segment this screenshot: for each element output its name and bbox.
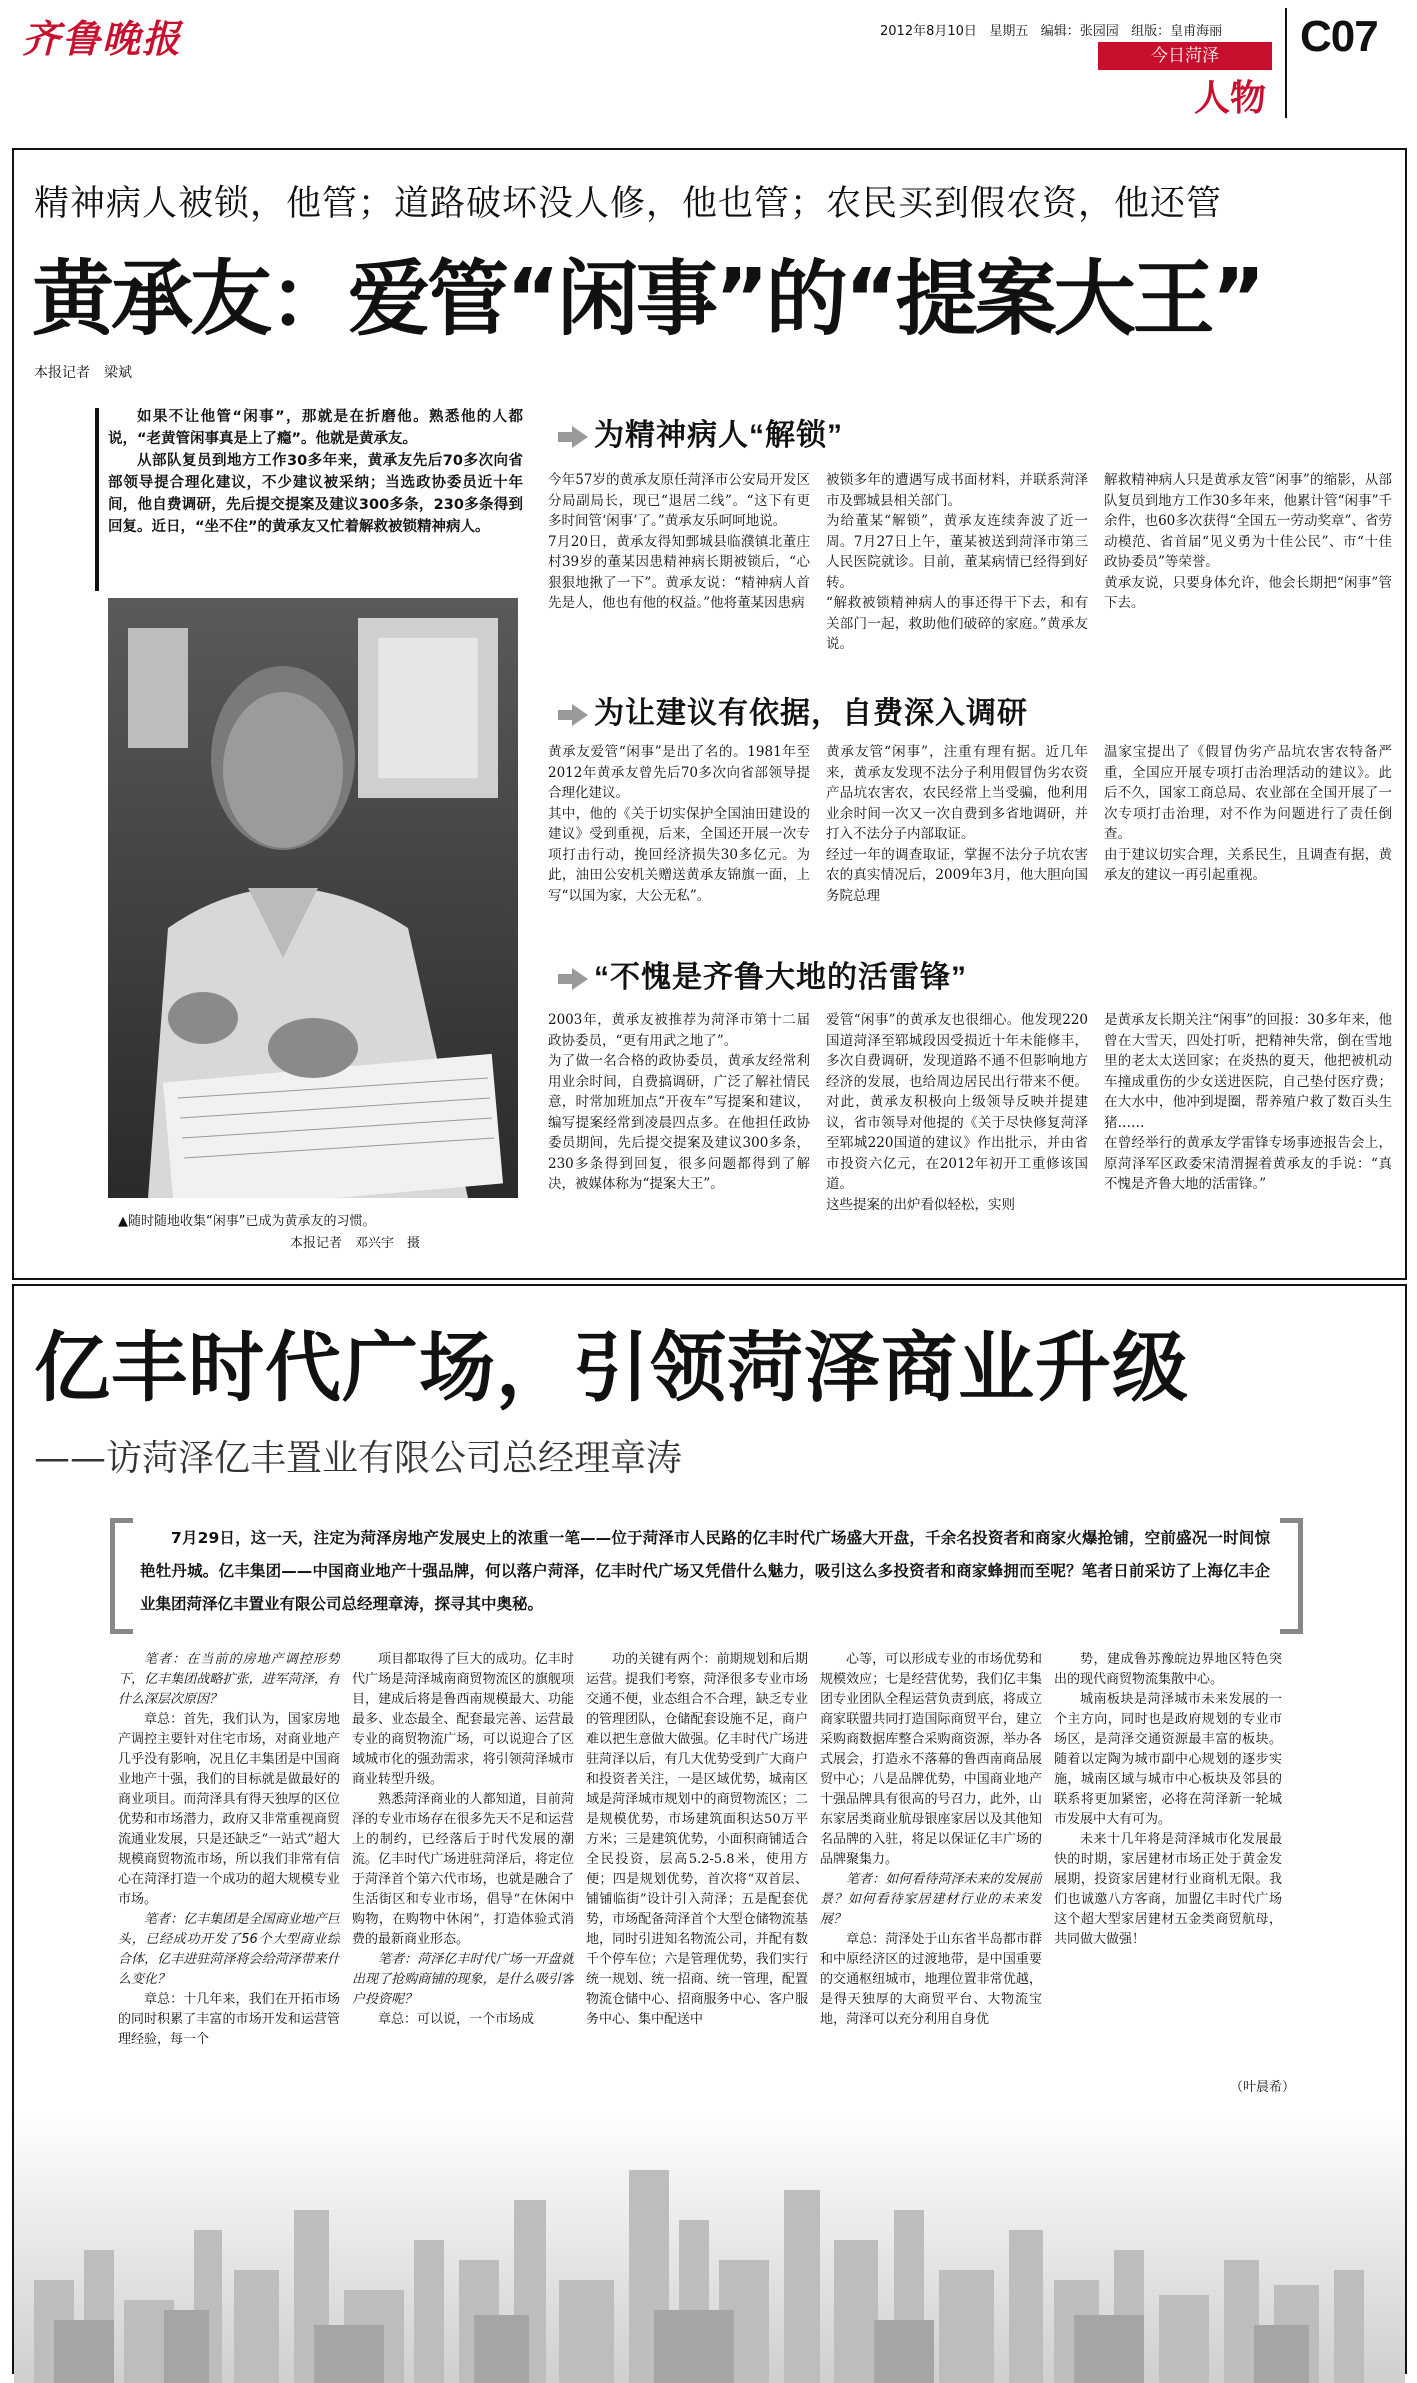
article2-paragraph: 势，建成鲁苏豫皖边界地区特色突出的现代商贸物流集散中心。 [1054,1652,1282,1687]
section-heading [552,952,967,996]
section1-col1: 今年57岁的黄承友原任菏泽市公安局开发区分局副局长，现已“退居二线”。“这下有更多时间管‘闲事’了。”黄承友乐呵呵地说。 7月20日，黄承友得知鄄城县临濮镇北董庄村39岁的董某因患精神病长期被锁后，“心狠狠地揪了一下”。黄承友说：“精神病人首先是人，他也有他的权益。”他将董某因患病 [548,472,810,611]
section-heading [552,688,1028,732]
section-title: “不愧是齐鲁大地的活雷锋” [594,961,967,994]
article1-right-rule [1405,148,1407,1280]
masthead: 齐鲁晚报 [22,16,183,61]
article1-top-rule [12,148,1407,150]
skyline-illustration [14,2110,1405,2383]
section2-col1: 黄承友爱管“闲事”是出了名的。1981年至2012年黄承友曾先后70多次向省部领导提合理化建议。 其中，他的《关于切实保护全国油田建设的建议》受到重视，后来，全国还开展一次专项打击行动，挽回经济损失30多亿元。为此，油田公安机关赠送黄承友锦旗一面，上写“以国为家，大公无私”。 [548,744,810,904]
section3-col2: 爱管“闲事”的黄承友也很细心。他发现220国道菏泽至郓城段因受损近十年未能修丰，多次自费调研，发现道路不通不但影响地方经济的发展，也给周边居民出行带来不便。对此，黄承友积极向上级领导反映并提建议，省市领导对他提的《关于尽快修复菏泽至郓城220国道的建议》作出批示，并由省市投资六亿元，在2012年初开工重修该国道。 这些提案的出炉看似轻松，实则 [826,1012,1088,1213]
article2-paragraph: 章总：首先，我们认为，国家房地产调控主要针对住宅市场，对商业地产几乎没有影响，况且亿丰集团是中国商业地产十强，我们的目标就是做最好的商业项目。而菏泽具有得天独厚的区位优势和市场潜力，政府又非常重视商贸流通业发展，只是还缺乏“一站式”超大规模商贸物流市场，所以我们非常有信心在菏泽打造一个成功的超大规模专业市场。 [118,1712,340,1907]
article2-paragraph: 笔者：菏泽亿丰时代广场一开盘就出现了抢购商铺的现象，是什么吸引客户投资呢？ [352,1952,574,2007]
article1-headline: 黄承友：爱管“闲事”的“提案大王” [32,252,1263,347]
article2-paragraph: 笔者：在当前的房地产调控形势下，亿丰集团战略扩张，进军菏泽，有什么深层次原因？ [118,1652,340,1707]
article2-paragraph: 未来十几年将是菏泽城市化发展最快的时期，家居建材市场正处于黄金发展期，投资家居建材行业商机无限。我们也诚邀八方客商，加盟亿丰时代广场这个超大型家居建材五金类商贸航母，共同做大做强！ [1054,1832,1282,1947]
lead-left-bar [95,408,99,591]
lead-paragraph: 如果不让他管“闲事”，那就是在折磨他。熟悉他的人都说，“老黄管闲事真是上了瘾”。他就是黄承友。 [108,409,523,447]
arrow-icon [572,968,588,990]
photo-credit: 本报记者 邓兴宇 摄 [290,1236,421,1251]
article1-byline: 本报记者 梁斌 [34,365,132,381]
article2-paragraph: 章总：可以说，一个市场成 [378,2012,535,2027]
section3-col1: 2003年，黄承友被推荐为菏泽市第十二届政协委员，“更有用武之地了”。 为了做一名合格的政协委员，黄承友经常利用业余时间，自费搞调研，广泛了解社情民意，时常加班加点“开夜车”写提案和建议，编写提案经常到凌晨四点多。在他担任政协委员期间，先后提交提案及建议300多条，230多条得到回复，很多问题都得到了解决，被媒体称为“提案大王”。 [548,1012,810,1192]
article2-paragraph: 笔者：亿丰集团是全国商业地产巨头，已经成功开发了56个大型商业综合体，亿丰进驻菏泽将会给菏泽带来什么变化？ [118,1912,340,1987]
article2-intro: 7月29日，这一天，注定为菏泽房地产发展史上的浓重一笔——位于菏泽市人民路的亿丰时代广场盛大开盘，千余名投资者和商家火爆抢铺，空前盛况一时间惊艳牡丹城。亿丰集团——中国商业地产十强品牌，何以落户菏泽，亿丰时代广场又凭借什么魅力，吸引这么多投资者和商家蜂拥而至呢？笔者日前采访了上海亿丰企业集团菏泽亿丰置业有限公司总经理章涛，探寻其中奥秘。 [140,1529,1270,1613]
issue-weekday: 星期五 [989,24,1029,39]
issue-date: 2012年8月10日 [880,24,977,39]
article2-top-rule [12,1284,1407,1286]
section-tag: 今日菏泽 [1098,42,1272,70]
article1-bottom-rule [12,1278,1407,1280]
article2-paragraph: 项目都取得了巨大的成功。亿丰时代广场是菏泽城南商贸物流区的旗舰项目，建成后将是鲁西南规模最大、功能最多、业态最全、配套最完善、运营最专业的商贸物流广场，可以说迎合了区域城市化的强劲需求，将引领菏泽城市商业转型升级。 [352,1652,574,1787]
portrait-photo [108,598,518,1198]
article1-kicker: 精神病人被锁，他管；道路破坏没人修，他也管；农民买到假农资，他还管 [34,184,1223,224]
article2-author: （叶晨希） [1230,2080,1296,2095]
article2-right-rule [1405,1284,1407,2374]
photo-illustration [108,598,518,1198]
article2-col5 [1054,1650,1282,2070]
article2-col1 [118,1650,340,2100]
section2-col2: 黄承友管“闲事”，注重有理有据。近几年来，黄承友发现不法分子利用假冒伪劣农资产品坑农害农，农民经常上当受骗，他利用业余时间一次又一次自费到多省地调研，并打入不法分子内部取证。 经过一年的调查取证，掌握不法分子坑农害农的真实情况后，2009年3月，他大胆向国务院总理 [826,744,1088,904]
intro-bracket-right [1280,1518,1303,1634]
section2-col3: 温家宝提出了《假冒伪劣产品坑农害农特备严重，全国应开展专项打击治理活动的建议》。此后不久，国家工商总局、农业部在全国开展了一次专项打击治理，对不作为问题进行了责任倒查。 由于建议切实合理，关系民生，且调查有据，黄承友的建议一再引起重视。 [1104,744,1392,883]
photo-caption: ▲随时随地收集“闲事”已成为黄承友的习惯。 [118,1214,376,1229]
issue-editor: 编辑：张园园 [1040,24,1119,39]
section1-col3: 解救精神病人只是黄承友管“闲事”的缩影，从部队复员到地方工作30多年来，他累计管“闲事”千余件，也60多次获得“全国五一劳动奖章”、省劳动模范、省首届“见义勇为十佳公民”、市“十佳政协委员”等荣誉。 黄承友说，只要身体允许，他会长期把“闲事”管下去。 [1104,472,1392,611]
page-number: C07 [1300,12,1378,61]
article2-headline: 亿丰时代广场，引领菏泽商业升级 [34,1323,1189,1412]
section-title: 为精神病人“解锁” [594,419,843,452]
article2-paragraph: 章总：菏泽处于山东省半岛都市群和中原经济区的过渡地带，是中国重要的交通枢纽城市，地理位置非常优越，是得天独厚的大商贸平台、大物流宝地，菏泽可以充分利用自身优 [820,1932,1042,2027]
article2-paragraph: 功的关键有两个：前期规划和后期运营。提我们考察，菏泽很多专业市场交通不便，业态组合不合理，缺乏专业的管理团队，仓储配套设施不足，商户难以把生意做大做强。亿丰时代广场进驻菏泽以后，有几大优势受到广大商户和投资者关注，一是区域优势，城南区域是菏泽城市规划中的商贸物流区；二是规模优势，市场建筑面积达50万平方米；三是建筑优势，小面积商铺适合全民投资，层高5.2-5.8米，使用方便；四是规划优势，首次将“双首层、铺铺临街”设计引入菏泽；五是配套优势，市场配备菏泽首个大型仓储物流基地，同时引进知名物流公司，并配有数千个停车位；六是管理优势，我们实行统一规划、统一招商、统一管理，配置物流仓储中心、招商服务中心、客户服务中心、集中配送中 [586,1652,808,2027]
column-tag: 人物 [1194,77,1267,119]
issue-info [880,20,1222,39]
header-divider [1285,8,1287,118]
lead-paragraph: 从部队复员到地方工作30多年来，黄承友先后70多次向省部领导提合理化建议，不少建议被采纳；当选政协委员近十年间，他自费调研，先后提交提案及建议300多条，230多条得到回复。近日，“坐不住”的黄承友又忙着解救被锁精神病人。 [108,453,523,535]
article2-paragraph: 章总：十几年来，我们在开拓市场的同时积累了丰富的市场开发和运营管理经验，每一个 [118,1992,340,2047]
intro-bracket-left [110,1518,133,1634]
section-title: 为让建议有依据，自费深入调研 [594,697,1028,730]
section3-col3: 是黄承友长期关注“闲事”的回报：30多年来，他曾在大雪天，四处打听，把精神失常，倒在雪地里的老太太送回家；在炎热的夏天，他把被机动车撞成重伤的少女送进医院，自己垫付医疗费；在大水中，他冲到堤圈，帮养殖户救了数百头生猪…… 在曾经举行的黄承友学雷锋专场事迹报告会上，原菏泽军区政委宋清渭握着黄承友的手说：“真不愧是齐鲁大地的活雷锋。” [1104,1012,1392,1192]
article2-paragraph: 笔者：如何看待菏泽未来的发展前景？如何看待家居建材行业的未来发展？ [820,1872,1042,1927]
issue-layout: 组版：皇甫海丽 [1131,24,1223,39]
arrow-icon [572,426,588,448]
article1-left-rule [12,148,14,1280]
article2-col2 [352,1650,574,2100]
article2-subtitle: ——访菏泽亿丰置业有限公司总经理章涛 [34,1438,683,1479]
arrow-icon [572,704,588,726]
section-heading [552,410,843,454]
article2-paragraph: 熟悉菏泽商业的人都知道，目前菏泽的专业市场存在很多先天不足和运营上的制约，已经落后于时代发展的潮流。亿丰时代广场进驻菏泽后，将定位于菏泽首个第六代市场，也就是融合了生活街区和专业市场，倡导“在休闲中购物，在购物中休闲”，打造体验式消费的最新商业形态。 [352,1792,574,1947]
article2-col4 [820,1650,1042,2100]
article1-lead [108,406,523,598]
skyline-icon [14,2110,1405,2383]
section1-col2: 被锁多年的遭遇写成书面材料，并联系菏泽市及鄄城县相关部门。 为给董某“解锁”，黄承友连续奔波了近一周。7月27日上午，董某被送到菏泽市第三人民医院就诊。目前，董某病情已经得到好转。 “解救被锁精神病人的事还得干下去，和有关部门一起，救助他们破碎的家庭。”黄承友说。 [826,472,1088,652]
article2-paragraph: 城南板块是菏泽城市未来发展的一个主方向，同时也是政府规划的专业市场区，是菏泽交通资源最丰富的板块。随着以定陶为城市副中心规划的逐步实施，城南区域与城市中心板块及邻县的联系将更加紧密，必将在菏泽新一轮城市发展中大有可为。 [1054,1692,1282,1827]
article2-col3 [586,1650,808,2100]
article2-paragraph: 心等，可以形成专业的市场优势和规模效应；七是经营优势，我们亿丰集团专业团队全程运营负责到底，将成立商家联盟共同打造国际商贸平台，建立采购商数据库整合采购商资源，举办各式展会，打造永不落幕的鲁西南商品展贸中心；八是品牌优势，中国商业地产十强品牌具有很高的号召力，此外，山东家居类商业航母银座家居以及其他知名品牌的入驻，将足以保证亿丰广场的品牌聚集力。 [820,1652,1042,1867]
